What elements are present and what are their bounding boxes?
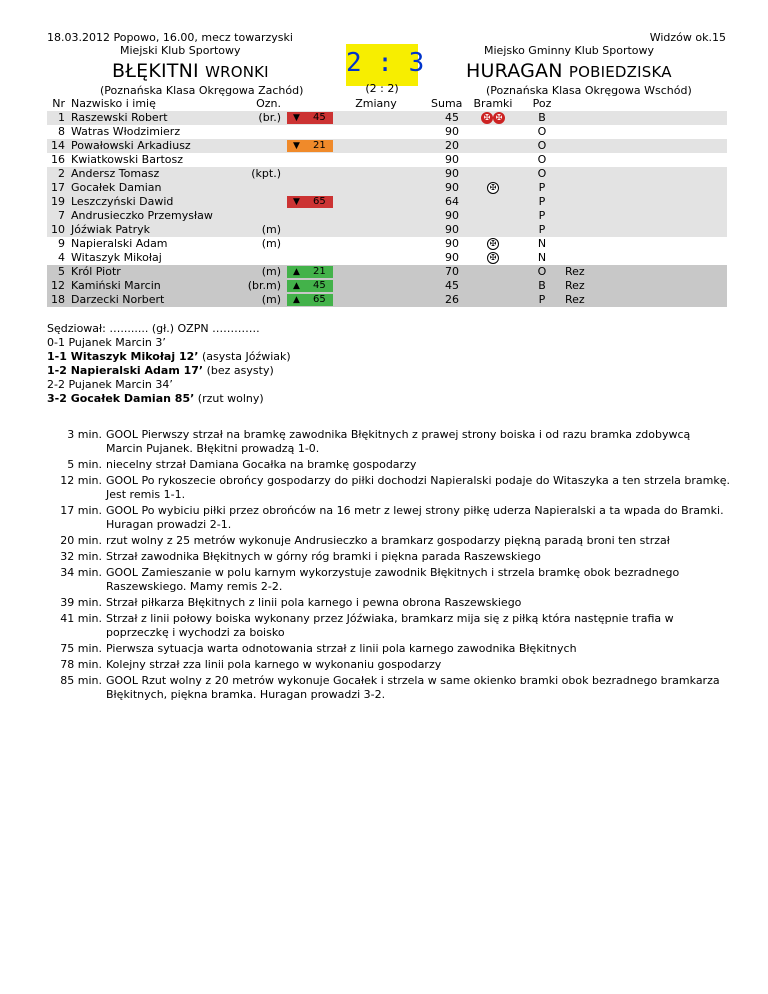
sub-out-icon: ▼ xyxy=(293,113,300,123)
home-team-name-b: WRONKI xyxy=(205,63,269,81)
player-nr: 5 xyxy=(58,265,65,278)
event-text: niecelny strzał Damiana Gocałka na bramkę gospodarzy xyxy=(106,458,417,471)
goal-line xyxy=(47,350,291,364)
player-name: Powałowski Arkadiusz xyxy=(71,139,191,152)
event-text: GOOL Po rykoszecie obrońcy gospodarzy do piłki dochodzi Napieralski podaje do Witaszyka a ten strzela bramkę. Jest remis 1-1. xyxy=(106,474,730,501)
goal-detail: (rzut wolny) xyxy=(194,392,264,405)
table-row xyxy=(47,293,727,307)
halftime-score: (2 : 2) xyxy=(365,82,399,95)
player-suma: 90 xyxy=(445,251,459,264)
event-item xyxy=(40,566,730,594)
player-name: Raszewski Robert xyxy=(71,111,168,124)
goals-cell xyxy=(473,181,513,195)
conceded-goal-icon: ✠ xyxy=(481,112,493,124)
player-ozn: (kpt.) xyxy=(251,167,281,180)
player-nr: 9 xyxy=(58,237,65,250)
event-item xyxy=(40,612,730,640)
player-poz: P xyxy=(538,209,546,222)
goal-line xyxy=(47,378,291,392)
home-team-name xyxy=(112,60,269,82)
player-name: Witaszyk Mikołaj xyxy=(71,251,162,264)
player-suma: 90 xyxy=(445,125,459,138)
player-poz: O xyxy=(537,125,547,138)
player-ozn: (m) xyxy=(261,237,281,250)
table-row xyxy=(47,139,727,153)
player-suma: 45 xyxy=(445,279,459,292)
player-poz: N xyxy=(537,251,547,264)
event-item xyxy=(40,674,730,702)
player-name: Darzecki Norbert xyxy=(71,293,165,306)
away-league: (Poznańska Klasa Okręgowa Wschód) xyxy=(486,84,692,97)
player-poz: B xyxy=(538,111,546,124)
goal-line xyxy=(47,336,291,350)
event-item xyxy=(40,428,730,456)
player-name: Andrusieczko Przemysław xyxy=(71,209,213,222)
table-row xyxy=(47,195,727,209)
table-row xyxy=(47,223,727,237)
match-info: 18.03.2012 Popowo, 16.00, mecz towarzyski xyxy=(47,31,293,44)
player-nr: 7 xyxy=(58,209,65,222)
goals-cell xyxy=(473,237,513,251)
table-row xyxy=(47,111,727,125)
event-minute: 5 min. xyxy=(67,458,102,471)
event-minute: 3 min. xyxy=(67,428,102,441)
player-nr: 16 xyxy=(51,153,65,166)
event-text: Strzał z linii połowy boiska wykonany przez Jóźwiaka, bramkarz mija się z piłką która następnie trafia w poprzeczkę i wychodzi za boisko xyxy=(106,612,674,639)
event-item xyxy=(40,550,730,564)
player-suma: 90 xyxy=(445,181,459,194)
player-ozn: (br.m) xyxy=(247,279,281,292)
event-item xyxy=(40,458,730,472)
player-name: Jóźwiak Patryk xyxy=(71,223,151,236)
event-text: GOOL Zamieszanie w polu karnym wykorzystuje zawodnik Błękitnych i strzela bramkę obok bezradnego Raszewskiego. Mamy remis 2-2. xyxy=(106,566,680,593)
event-text: GOOL Po wybiciu piłki przez obrońców na 16 metr z lewej strony piłkę uderza Napieralski a ta wpada do Bramki. Huragan prowadzi 2-1. xyxy=(106,504,724,531)
goal-scorer: 1-2 Napieralski Adam 17’ xyxy=(47,364,204,377)
away-team-name xyxy=(466,60,672,82)
col-nr: Nr xyxy=(52,97,65,110)
player-suma: 70 xyxy=(445,265,459,278)
away-team-name-b: POBIEDZISKA xyxy=(568,63,672,81)
player-suma: 64 xyxy=(445,195,459,208)
event-minute: 17 min. xyxy=(60,504,102,517)
event-text: GOOL Rzut wolny z 20 metrów wykonuje Gocałek i strzela w same okienko bramki obok bezradnego bramkarza Błękitnych, piękna bramka. Huragan prowadzi 3-2. xyxy=(106,674,720,701)
player-nr: 8 xyxy=(58,125,65,138)
player-name: Gocałek Damian xyxy=(71,181,162,194)
player-nr: 12 xyxy=(51,279,65,292)
player-name: Kamiński Marcin xyxy=(71,279,161,292)
home-club: Miejski Klub Sportowy xyxy=(120,44,241,57)
event-item xyxy=(40,504,730,532)
player-nr: 2 xyxy=(58,167,65,180)
substitution-minute: 65 xyxy=(313,196,326,207)
event-text: Kolejny strzał zza linii pola karnego w wykonaniu gospodarzy xyxy=(106,658,442,671)
player-poz: P xyxy=(538,195,546,208)
substitution-badge xyxy=(287,140,333,152)
player-rez: Rez xyxy=(565,265,585,278)
table-row xyxy=(47,181,727,195)
player-name: Watras Włodzimierz xyxy=(71,125,181,138)
substitution-minute: 45 xyxy=(313,280,326,291)
player-name: Król Piotr xyxy=(71,265,121,278)
event-minute: 34 min. xyxy=(60,566,102,579)
player-poz: P xyxy=(538,293,546,306)
player-ozn: (br.) xyxy=(258,111,281,124)
col-zmiany: Zmiany xyxy=(355,97,397,110)
table-row xyxy=(47,237,727,251)
event-minute: 12 min. xyxy=(60,474,102,487)
goal-line xyxy=(47,392,291,406)
home-league: (Poznańska Klasa Okręgowa Zachód) xyxy=(100,84,304,97)
player-name: Kwiatkowski Bartosz xyxy=(71,153,184,166)
away-team-name-a: HURAGAN xyxy=(466,60,563,82)
event-text: rzut wolny z 25 metrów wykonuje Andrusieczko a bramkarz gospodarzy piękną paradą broni ten strzał xyxy=(106,534,670,547)
substitution-minute: 21 xyxy=(313,140,326,151)
table-row xyxy=(47,125,727,139)
player-suma: 20 xyxy=(445,139,459,152)
player-suma: 90 xyxy=(445,167,459,180)
player-poz: O xyxy=(537,139,547,152)
goals-list xyxy=(47,336,291,406)
home-team-name-a: BŁĘKITNI xyxy=(112,60,199,82)
substitution-badge xyxy=(287,294,333,306)
goals-cell xyxy=(473,251,513,265)
player-suma: 45 xyxy=(445,111,459,124)
player-nr: 1 xyxy=(58,111,65,124)
event-text: Pierwsza sytuacja warta odnotowania strzał z linii pola karnego zawodnika Błękitnych xyxy=(106,642,577,655)
event-minute: 20 min. xyxy=(60,534,102,547)
event-item xyxy=(40,596,730,610)
referee: Sędziował: …........ (gł.) OZPN …………. xyxy=(47,322,260,335)
table-row xyxy=(47,251,727,265)
player-name: Napieralski Adam xyxy=(71,237,168,250)
event-minute: 39 min. xyxy=(60,596,102,609)
event-item xyxy=(40,642,730,656)
score-box xyxy=(346,44,425,86)
goal-detail: (asysta Jóźwiak) xyxy=(198,350,291,363)
player-rez: Rez xyxy=(565,293,585,306)
event-minute: 78 min. xyxy=(60,658,102,671)
event-item xyxy=(40,658,730,672)
event-item xyxy=(40,474,730,502)
player-suma: 90 xyxy=(445,223,459,236)
event-text: Strzał zawodnika Błękitnych w górny róg bramki i piękna parada Raszewskiego xyxy=(106,550,541,563)
player-nr: 19 xyxy=(51,195,65,208)
player-nr: 4 xyxy=(58,251,65,264)
player-poz: N xyxy=(537,237,547,250)
col-name: Nazwisko i imię xyxy=(71,97,156,110)
goal-detail: 2-2 Pujanek Marcin 34’ xyxy=(47,378,173,391)
player-ozn: (m) xyxy=(261,265,281,278)
event-minute: 85 min. xyxy=(60,674,102,687)
sub-in-icon: ▲ xyxy=(293,281,300,291)
player-poz: O xyxy=(537,153,547,166)
sub-out-icon: ▼ xyxy=(293,197,300,207)
substitution-minute: 21 xyxy=(313,266,326,277)
player-ozn: (m) xyxy=(261,293,281,306)
goal-ball-icon: ✠ xyxy=(487,238,499,250)
table-row xyxy=(47,209,727,223)
conceded-goal-icon: ✠ xyxy=(493,112,505,124)
roster-header xyxy=(47,97,727,111)
player-nr: 18 xyxy=(51,293,65,306)
col-suma: Suma xyxy=(431,97,463,110)
event-minute: 75 min. xyxy=(60,642,102,655)
event-text: GOOL Pierwszy strzał na bramkę zawodnika Błękitnych z prawej strony boiska i od razu bramka zdobywcą Marcin Pujanek. Błękitni prowadzą 1-0. xyxy=(106,428,691,455)
event-item xyxy=(40,534,730,548)
goals-cell xyxy=(473,111,513,125)
player-poz: P xyxy=(538,181,546,194)
col-ozn: Ozn. xyxy=(256,97,281,110)
table-row xyxy=(47,265,727,279)
event-minute: 41 min. xyxy=(60,612,102,625)
score: 2 : 3 xyxy=(346,48,425,78)
player-suma: 90 xyxy=(445,237,459,250)
goal-ball-icon: ✠ xyxy=(487,252,499,264)
roster-table xyxy=(47,97,727,307)
table-row xyxy=(47,279,727,293)
col-bramki: Bramki xyxy=(473,97,513,110)
goal-scorer: 3-2 Gocałek Damian 85’ xyxy=(47,392,195,405)
sub-in-icon: ▲ xyxy=(293,267,300,277)
substitution-badge xyxy=(287,280,333,292)
player-suma: 90 xyxy=(445,153,459,166)
goal-line xyxy=(47,364,291,378)
substitution-badge xyxy=(287,196,333,208)
event-text: Strzał piłkarza Błękitnych z linii pola karnego i pewna obrona Raszewskiego xyxy=(106,596,522,609)
player-nr: 17 xyxy=(51,181,65,194)
player-poz: O xyxy=(537,167,547,180)
away-club: Miejsko Gminny Klub Sportowy xyxy=(484,44,655,57)
goal-detail: (bez asysty) xyxy=(203,364,274,377)
sub-out-icon: ▼ xyxy=(293,141,300,151)
player-ozn: (m) xyxy=(261,223,281,236)
substitution-badge xyxy=(287,112,333,124)
player-name: Leszczyński Dawid xyxy=(71,195,174,208)
substitution-minute: 65 xyxy=(313,294,326,305)
player-poz: B xyxy=(538,279,546,292)
events-list xyxy=(40,428,730,704)
player-nr: 14 xyxy=(51,139,65,152)
player-rez: Rez xyxy=(565,279,585,292)
goal-ball-icon: ✠ xyxy=(487,182,499,194)
table-row xyxy=(47,167,727,181)
player-nr: 10 xyxy=(51,223,65,236)
goal-detail: 0-1 Pujanek Marcin 3’ xyxy=(47,336,166,349)
player-poz: P xyxy=(538,223,546,236)
player-poz: O xyxy=(537,265,547,278)
col-poz: Poz xyxy=(532,97,552,110)
player-suma: 26 xyxy=(445,293,459,306)
table-row xyxy=(47,153,727,167)
player-suma: 90 xyxy=(445,209,459,222)
goal-scorer: 1-1 Witaszyk Mikołaj 12’ xyxy=(47,350,199,363)
substitution-minute: 45 xyxy=(313,112,326,123)
sub-in-icon: ▲ xyxy=(293,295,300,305)
substitution-badge xyxy=(287,266,333,278)
spectators: Widzów ok.15 xyxy=(649,31,726,44)
event-minute: 32 min. xyxy=(60,550,102,563)
player-name: Andersz Tomasz xyxy=(71,167,160,180)
